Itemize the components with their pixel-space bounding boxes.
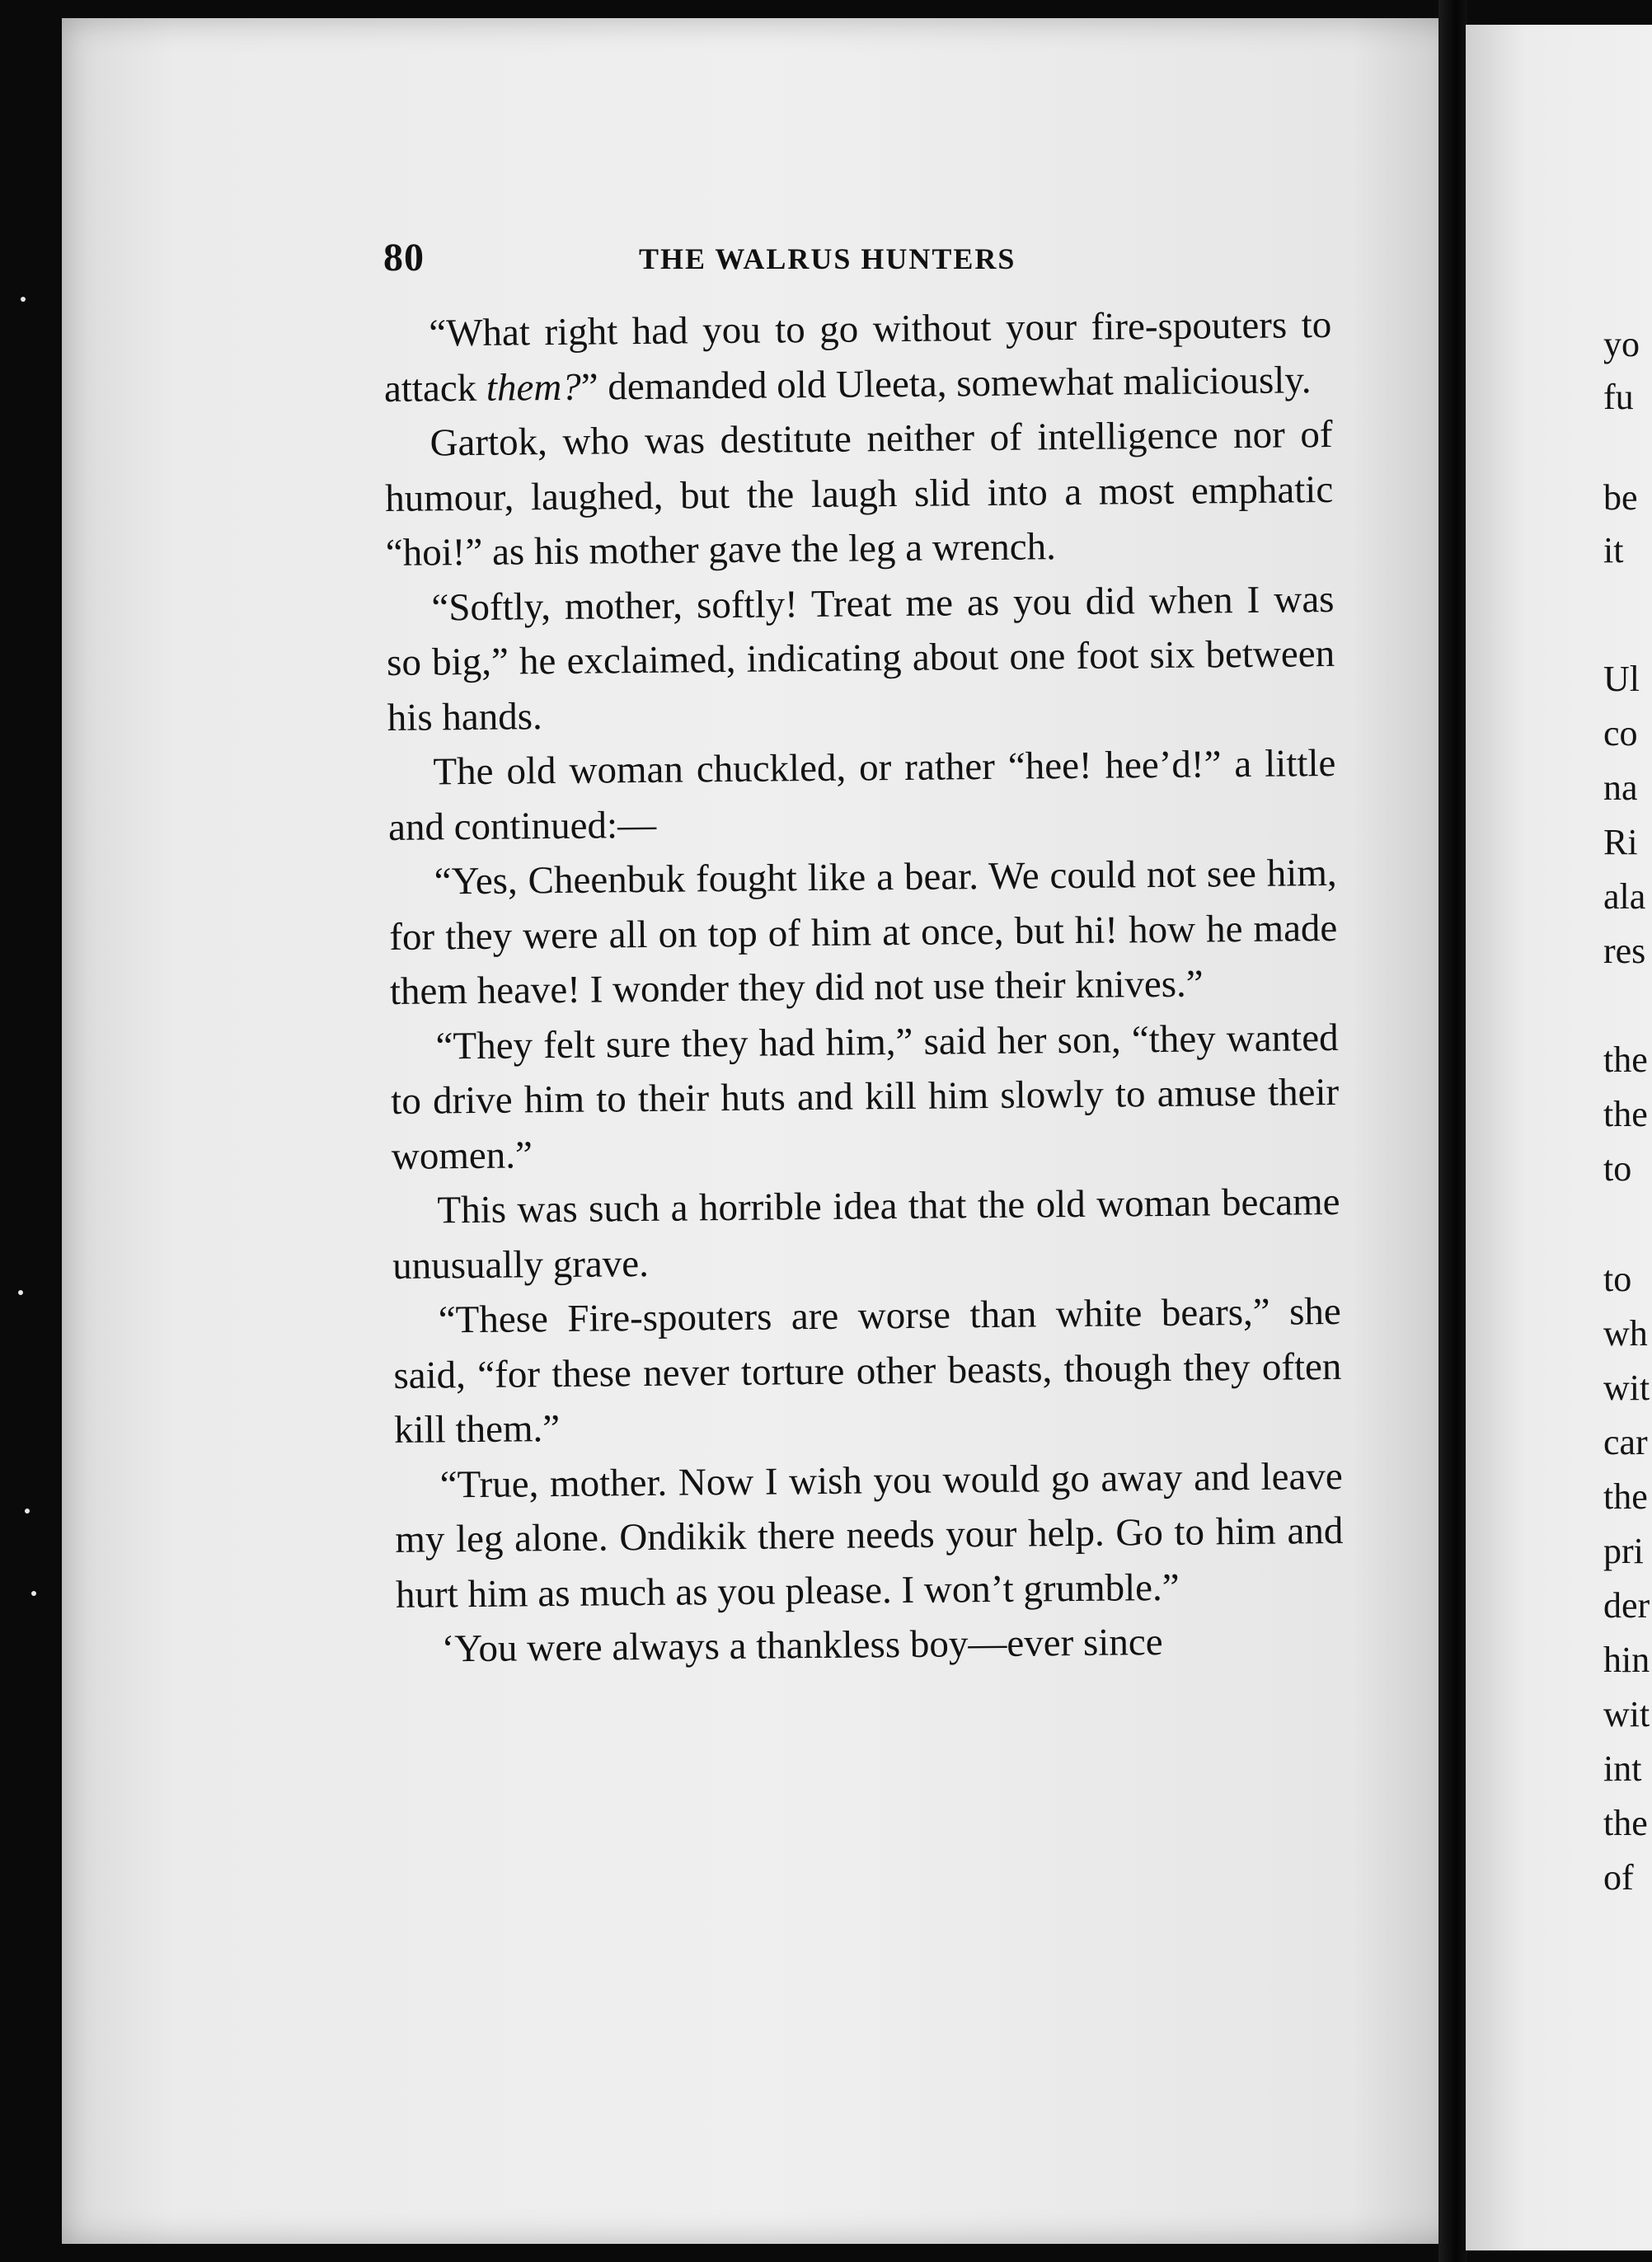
facing-line: res — [1603, 931, 1646, 971]
facing-line: of — [1603, 1857, 1634, 1898]
paragraph-3: “Softly, mother, softly! Treat me as you did when I was so big,” he exclaimed, indicating about one foot six between his hands. — [386, 577, 1335, 739]
facing-line: wh — [1603, 1313, 1648, 1354]
facing-line: der — [1603, 1585, 1650, 1626]
paragraph-8: “These Fire-spouters are worse than white bears,” she said, “for these never torture other beasts, though they often kill them.” — [393, 1289, 1342, 1452]
body-text — [383, 298, 1345, 1677]
facing-line: na — [1603, 767, 1638, 808]
facing-line: wit — [1603, 1694, 1650, 1734]
paragraph-4: The old woman chuckled, or rather “hee! hee’d!” a little and continued:— — [387, 741, 1336, 849]
facing-line: int — [1603, 1748, 1642, 1789]
paragraph-6: “They felt sure they had him,” said her son, “they wanted to drive him to their huts and kill him slowly to amuse their women.” — [391, 1016, 1340, 1178]
facing-line: ala — [1603, 876, 1646, 917]
paragraph-1-text-a: “What right had you to go without your fire-spouters to attack — [383, 303, 1332, 411]
book-gutter — [1438, 0, 1467, 2262]
paragraph-9: “True, mother. Now I wish you would go away and leave my leg alone. Ondikik there needs your help. Go to him and hurt him as much as you please. I won’t grumble.” — [395, 1454, 1344, 1617]
paragraph-1-text-b: ” demanded old Uleeta, somewhat maliciously. — [580, 358, 1312, 409]
paragraph-1-italic: them? — [486, 365, 582, 410]
facing-line: co — [1603, 713, 1638, 753]
facing-line: hin — [1603, 1640, 1650, 1680]
paragraph-2: Gartok, who was destitute neither of intelligence nor of humour, laughed, but the laugh slid into a most emphatic “hoi!” as his mother gave the leg a wrench. — [384, 412, 1334, 575]
facing-line: the — [1603, 1803, 1648, 1843]
paragraph-7: This was such a horrible idea that the old woman became unusually grave. — [392, 1180, 1340, 1288]
page-number: 80 — [383, 236, 425, 279]
paragraph-5: “Yes, Cheenbuk fought like a bear. We could not see him, for they were all on top of him at once, but hi! how he made them heave! I wonder they did not use their knives.” — [389, 851, 1338, 1013]
paragraph-1 — [383, 298, 1332, 416]
facing-line: pri — [1603, 1531, 1644, 1571]
paragraph-10: ‘You were always a thankless boy—ever since — [441, 1620, 1163, 1671]
running-head: THE WALRUS HUNTERS — [639, 242, 1016, 275]
facing-line: wit — [1603, 1368, 1650, 1408]
facing-line: the — [1603, 1094, 1648, 1134]
facing-line: to — [1603, 1148, 1632, 1189]
facing-line: the — [1603, 1476, 1648, 1517]
facing-line: Ul — [1603, 659, 1640, 699]
facing-line: be — [1603, 477, 1638, 518]
facing-line: car — [1603, 1422, 1648, 1462]
facing-line: the — [1603, 1039, 1648, 1080]
page-header — [383, 235, 1340, 284]
facing-line: Ri — [1603, 822, 1638, 862]
facing-line: fu — [1603, 377, 1634, 417]
facing-line: it — [1603, 530, 1624, 570]
facing-line: to — [1603, 1259, 1632, 1299]
facing-line: yo — [1603, 324, 1640, 364]
